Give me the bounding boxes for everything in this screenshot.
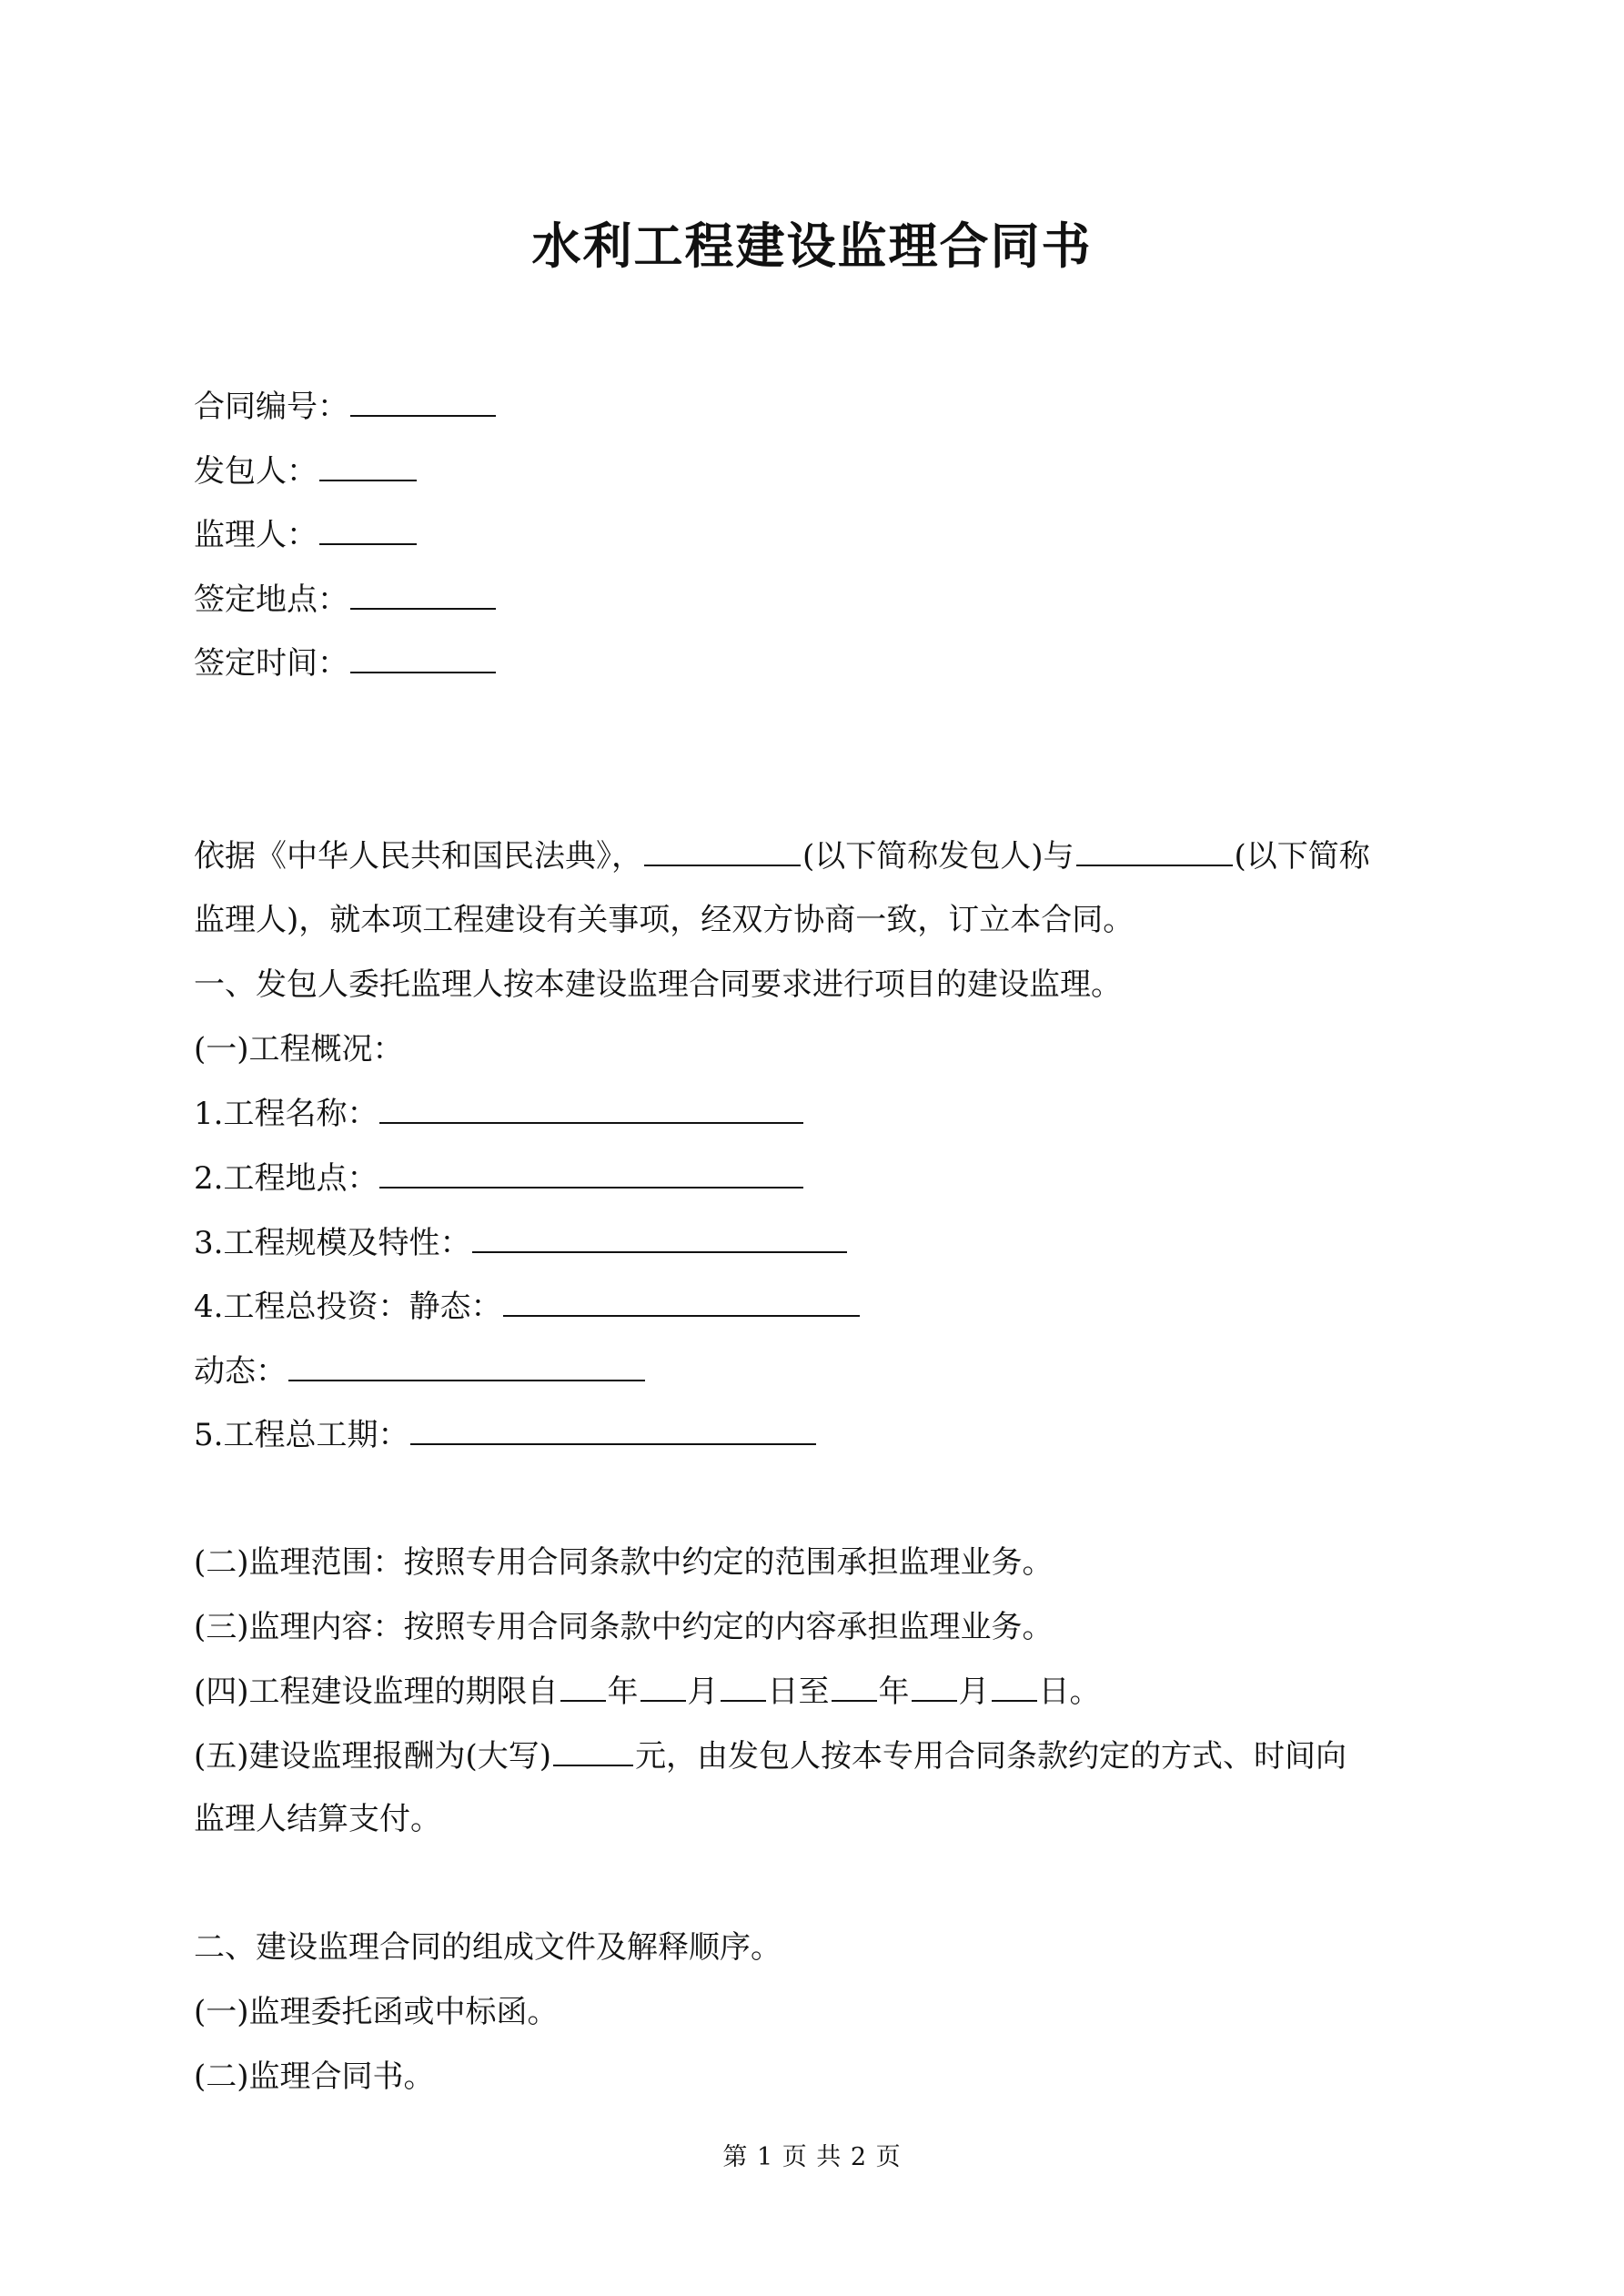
supervisor-name-blank[interactable]: [1076, 837, 1233, 866]
project-investment-line: [194, 1288, 862, 1325]
supervisor-blank[interactable]: [319, 516, 417, 545]
supervision-content: (三)监理内容：按照专用合同条款中约定的内容承担监理业务。: [194, 1609, 1054, 1645]
project-location-blank[interactable]: [379, 1159, 803, 1188]
end-year-label: 年: [878, 1674, 910, 1710]
section2-item-1: (一)监理委托函或中标函。: [194, 1994, 559, 2030]
preamble-text-b: (以下简称发包人)与: [802, 838, 1074, 875]
section1-heading: 一、发包人委托监理人按本建设监理合同要求进行项目的建设监理。: [194, 966, 1122, 1003]
project-duration-blank[interactable]: [410, 1416, 816, 1445]
day-end-label: 日。: [1038, 1674, 1101, 1710]
start-day-blank[interactable]: [721, 1673, 766, 1702]
fee-terms: 元，由发包人按本专用合同条款约定的方式、时间向: [635, 1738, 1347, 1775]
project-scale-label: 3.工程规模及特性：: [194, 1225, 471, 1261]
project-scale-blank[interactable]: [472, 1224, 847, 1253]
end-month-label: 月: [958, 1674, 990, 1710]
day-to-label: 日至: [767, 1674, 830, 1710]
preamble-line-2: 监理人)，就本项工程建设有关事项，经双方协商一致，订立本合同。: [194, 902, 1135, 938]
project-scale-line: [194, 1224, 849, 1261]
static-investment-blank[interactable]: [503, 1288, 860, 1317]
month-label: 月: [687, 1674, 719, 1710]
sign-time-line: [194, 644, 498, 682]
sign-place-blank[interactable]: [350, 581, 496, 610]
fee-settlement: 监理人结算支付。: [194, 1801, 441, 1837]
project-duration-line: [194, 1416, 818, 1453]
period-label: (四)工程建设监理的期限自: [194, 1674, 559, 1710]
sign-time-label: 签定时间：: [194, 645, 348, 682]
preamble-line-1: [194, 837, 1370, 875]
supervision-scope: (二)监理范围：按照专用合同条款中约定的范围承担监理业务。: [194, 1544, 1054, 1581]
dynamic-investment-line: [194, 1352, 647, 1390]
start-year-blank[interactable]: [560, 1673, 606, 1702]
dynamic-investment-blank[interactable]: [288, 1352, 645, 1381]
employer-blank[interactable]: [319, 452, 417, 481]
supervision-period-line: [194, 1673, 1101, 1710]
preamble-text-a: 依据《中华人民共和国民法典》，: [194, 838, 642, 875]
section2-heading: 二、建设监理合同的组成文件及解释顺序。: [194, 1929, 782, 1966]
end-year-blank[interactable]: [832, 1673, 877, 1702]
dynamic-investment-label: 动态：: [194, 1353, 287, 1390]
page-title: 水利工程建设监理合同书: [531, 217, 1093, 275]
start-month-blank[interactable]: [641, 1673, 686, 1702]
end-day-blank[interactable]: [992, 1673, 1037, 1702]
fee-amount-blank[interactable]: [553, 1737, 633, 1766]
section2-item-2: (二)监理合同书。: [194, 2058, 435, 2095]
sign-time-blank[interactable]: [350, 644, 496, 673]
contract-number-line: [194, 388, 498, 425]
project-overview-heading: (一)工程概况：: [194, 1031, 404, 1067]
employer-label: 发包人：: [194, 453, 318, 490]
year-label: 年: [607, 1674, 639, 1710]
project-name-line: [194, 1095, 805, 1132]
employer-name-blank[interactable]: [644, 837, 801, 866]
supervision-fee-line: [194, 1737, 1347, 1775]
contract-number-blank[interactable]: [350, 388, 496, 417]
page-footer: 第 1 页 共 2 页: [722, 2143, 902, 2171]
contract-number-label: 合同编号：: [194, 389, 348, 425]
project-location-label: 2.工程地点：: [194, 1160, 378, 1197]
supervisor-line: [194, 516, 419, 553]
sign-place-line: [194, 581, 498, 618]
project-name-label: 1.工程名称：: [194, 1096, 378, 1132]
sign-place-label: 签定地点：: [194, 582, 348, 618]
employer-line: [194, 452, 419, 490]
end-month-blank[interactable]: [912, 1673, 957, 1702]
supervisor-label: 监理人：: [194, 517, 318, 553]
project-duration-label: 5.工程总工期：: [194, 1417, 409, 1453]
project-name-blank[interactable]: [379, 1095, 803, 1124]
project-investment-label: 4.工程总投资：静态：: [194, 1289, 502, 1325]
fee-label: (五)建设监理报酬为(大写): [194, 1738, 552, 1775]
project-location-line: [194, 1159, 805, 1197]
preamble-text-c: (以下简称: [1234, 838, 1370, 875]
